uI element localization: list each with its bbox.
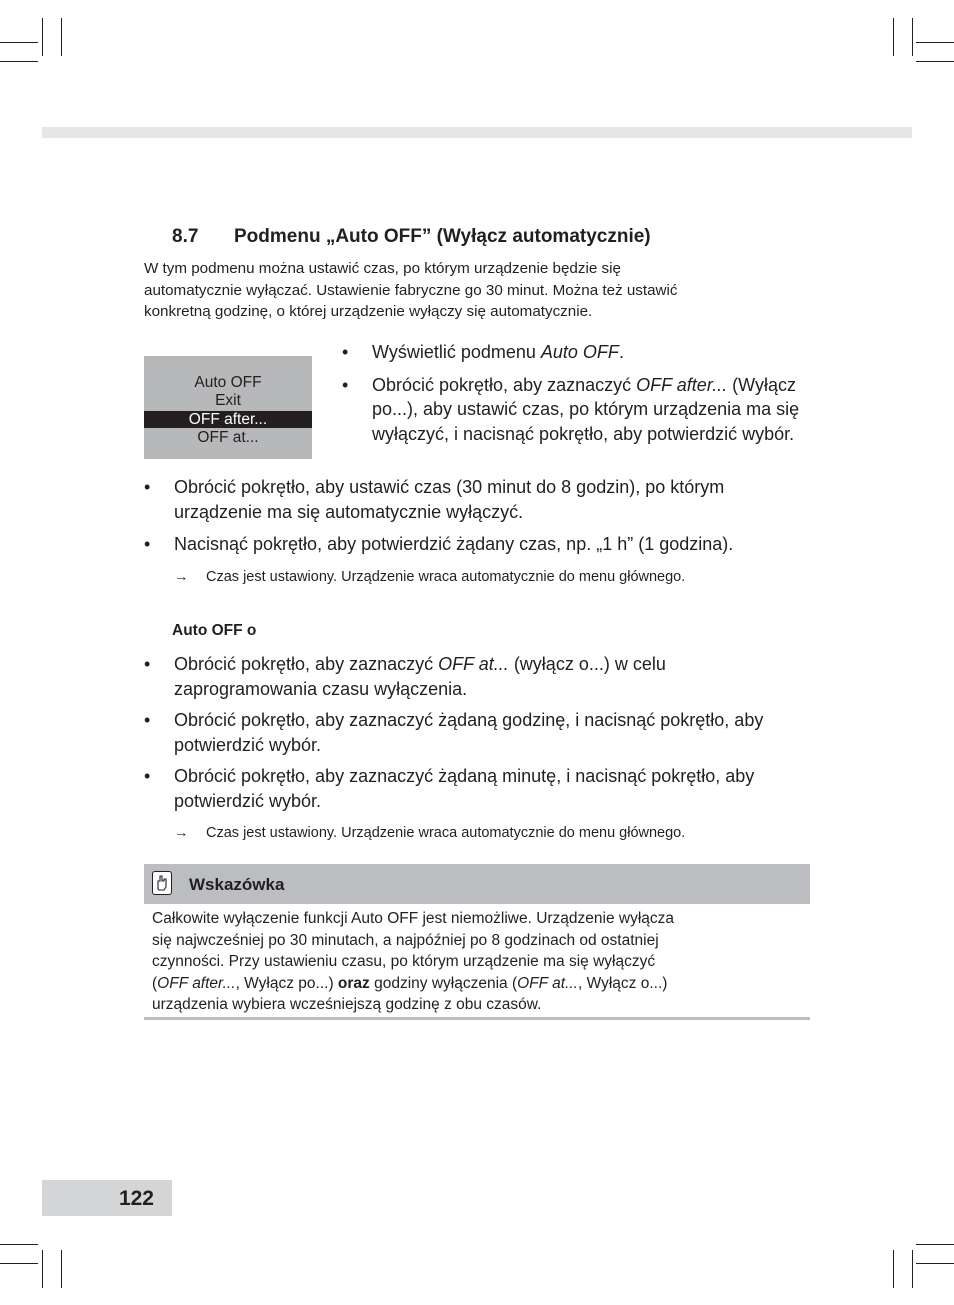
crop-mark	[61, 18, 62, 56]
result-note	[174, 567, 685, 587]
list-item: • Obrócić pokrętło, aby zaznaczyć OFF after... (Wyłącz po...), aby ustawić czas, po którym urządzenia ma się wyłączyć, i nacisnąć pokrętło, aby potwierdzić wybór.	[342, 373, 807, 447]
tip-line: urządzenia wybiera wcześniejszą godzinę z obu czasów.	[152, 996, 542, 1013]
tip-line: się najwcześniej po 30 minutach, a najpóźniej po 8 godzinach od ostatniej	[152, 931, 659, 949]
tip-bottom-rule	[144, 1017, 810, 1020]
subsection-heading: Auto OFF o	[172, 622, 257, 639]
crop-mark	[42, 18, 43, 56]
arrow-icon: →	[174, 569, 189, 585]
crop-mark	[0, 1244, 38, 1245]
lcd-display	[144, 356, 312, 459]
crop-mark	[0, 1263, 38, 1264]
page-number-box	[42, 1180, 172, 1216]
crop-mark	[912, 18, 913, 56]
crop-mark	[893, 1250, 894, 1288]
lcd-title: Auto OFF	[194, 374, 262, 391]
section-heading	[172, 226, 651, 248]
intro-paragraph	[144, 258, 804, 323]
result-note	[174, 823, 685, 843]
arrow-icon: →	[174, 825, 189, 841]
crop-mark	[893, 18, 894, 56]
list-item: • Wyświetlić podmenu Auto OFF.	[342, 340, 807, 365]
lcd-menu-item-off-after: OFF after...	[144, 411, 312, 428]
tip-header	[144, 864, 810, 904]
steps-list-b	[144, 475, 804, 557]
list-item: • Obrócić pokrętło, aby zaznaczyć żądaną minutę, i nacisnąć pokrętło, aby potwierdzić wybór.	[144, 764, 809, 813]
lcd-menu-item-off-at: OFF at...	[197, 429, 259, 446]
page-number: 122	[118, 1187, 154, 1210]
list-item: • Nacisnąć pokrętło, aby potwierdzić żądany czas, np. „1 h” (1 godzina).	[144, 532, 804, 557]
section-number: 8.7	[172, 226, 199, 247]
crop-mark	[0, 61, 38, 62]
crop-mark	[912, 1250, 913, 1288]
list-item: • Obrócić pokrętło, aby ustawić czas (30 minut do 8 godzin), po którym urządzenie ma się automatycznie wyłączyć.	[144, 475, 804, 524]
lcd-menu-item-exit: Exit	[215, 392, 241, 409]
steps-list-a	[342, 340, 807, 446]
intro-line: konkretną godzinę, o której urządzenie wyłączy się automatycznie.	[144, 303, 593, 320]
crop-mark	[61, 1250, 62, 1288]
steps-list-c	[144, 652, 809, 813]
hand-note-icon	[152, 871, 172, 895]
intro-line: automatycznie wyłączać. Ustawienie fabryczne go 30 minut. Można też ustawić	[144, 281, 678, 299]
result-note-text: Czas jest ustawiony. Urządzenie wraca automatycznie do menu głównego.	[206, 825, 686, 841]
crop-mark	[916, 42, 954, 43]
crop-mark	[42, 1250, 43, 1288]
tip-body	[152, 908, 802, 1016]
list-item: • Obrócić pokrętło, aby zaznaczyć żądaną godzinę, i nacisnąć pokrętło, aby potwierdzić wybór.	[144, 708, 809, 757]
header-band	[42, 127, 912, 138]
crop-mark	[916, 1244, 954, 1245]
tip-title: Wskazówka	[189, 875, 285, 894]
crop-mark	[916, 1263, 954, 1264]
list-item: • Obrócić pokrętło, aby zaznaczyć OFF at... (wyłącz o...) w celu zaprogramowania czasu wyłączenia.	[144, 652, 809, 701]
crop-mark	[0, 42, 38, 43]
tip-line: czynności. Przy ustawieniu czasu, po którym urządzenie ma się wyłączyć	[152, 953, 656, 970]
section-title: Podmenu „Auto OFF” (Wyłącz automatycznie)	[234, 226, 651, 247]
result-note-text: Czas jest ustawiony. Urządzenie wraca automatycznie do menu głównego.	[206, 569, 686, 585]
intro-line: W tym podmenu można ustawić czas, po którym urządzenie będzie się	[144, 260, 621, 277]
crop-mark	[916, 61, 954, 62]
tip-line: Całkowite wyłączenie funkcji Auto OFF jest niemożliwe. Urządzenie wyłącza	[152, 910, 675, 927]
tip-line: (OFF after..., Wyłącz po...) oraz godziny wyłączenia (OFF at..., Wyłącz o...)	[152, 974, 668, 992]
